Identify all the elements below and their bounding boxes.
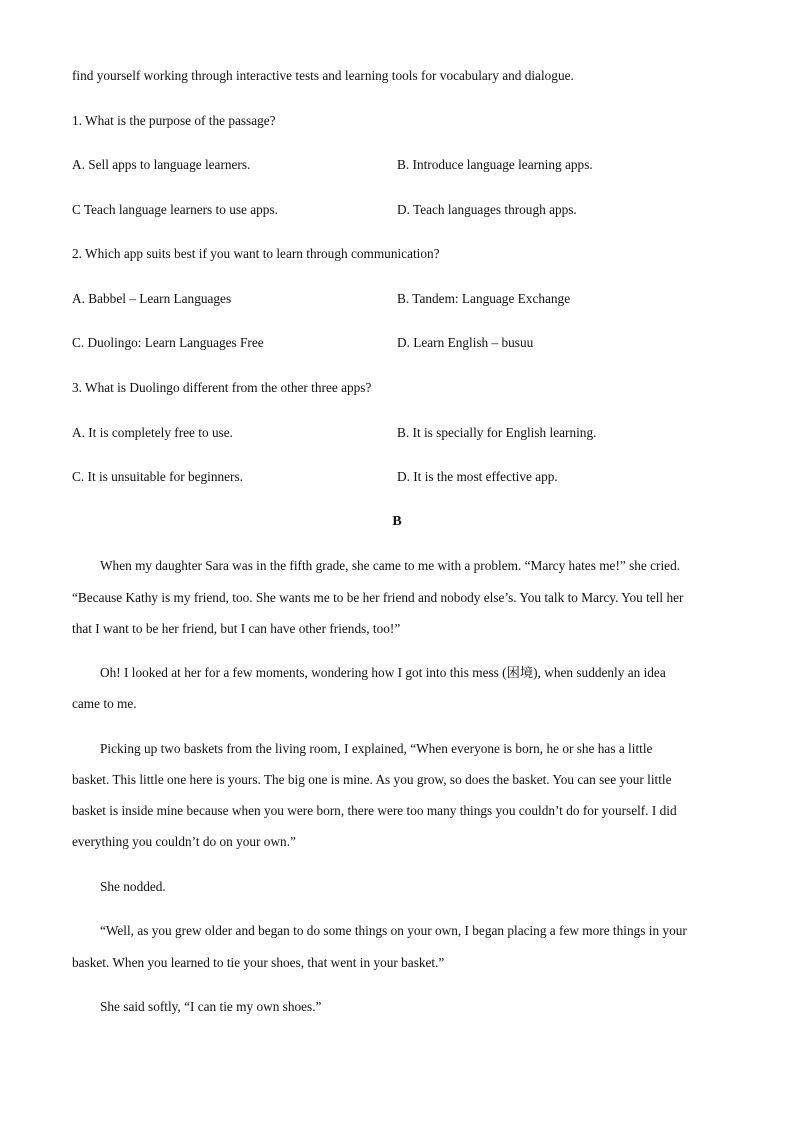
question-3-option-b: B. It is specially for English learning. (397, 425, 597, 440)
section-b-heading: B (392, 514, 402, 529)
question-1-option-a: A. Sell apps to language learners. (72, 157, 251, 172)
question-1-stem: 1. What is the purpose of the passage? (72, 113, 276, 128)
question-2-option-c: C. Duolingo: Learn Languages Free (72, 335, 264, 350)
passage-line: came to me. (72, 696, 137, 711)
question-1-option-b: B. Introduce language learning apps. (397, 157, 593, 172)
question-3-option-a: A. It is completely free to use. (72, 425, 233, 440)
passage-line: everything you couldn’t do on your own.” (72, 834, 296, 849)
question-2-option-a: A. Babbel – Learn Languages (72, 291, 232, 306)
question-2-stem: 2. Which app suits best if you want to learn through communication? (72, 246, 440, 261)
passage-line: basket. This little one here is yours. The big one is mine. As you grow, so does the basket. You can see your little (72, 772, 672, 787)
question-2-option-b: B. Tandem: Language Exchange (397, 291, 571, 306)
passage-line: When my daughter Sara was in the fifth grade, she came to me with a problem. “Marcy hates me!” she cried. (100, 558, 681, 573)
question-1-option-c: C Teach language learners to use apps. (72, 202, 278, 217)
passage-line: that I want to be her friend, but I can have other friends, too!” (72, 621, 401, 636)
passage-line: Picking up two baskets from the living room, I explained, “When everyone is born, he or she has a little (100, 741, 653, 756)
question-1-option-d: D. Teach languages through apps. (397, 202, 577, 217)
passage-line: “Because Kathy is my friend, too. She wants me to be her friend and nobody else’s. You talk to Marcy. You tell her (72, 590, 684, 605)
passage-line: “Well, as you grew older and began to do some things on your own, I began placing a few more things in your (100, 923, 687, 938)
passage-line: She nodded. (100, 879, 166, 894)
passage-line: basket. When you learned to tie your shoes, that went in your basket.” (72, 955, 445, 970)
passage-line: basket is inside mine because when you were born, there were too many things you couldn’t do for yourself. I did (72, 803, 677, 818)
question-3-option-d: D. It is the most effective app. (397, 469, 558, 484)
passage-line: Oh! I looked at her for a few moments, wondering how I got into this mess (困境), when suddenly an idea (100, 665, 666, 680)
intro-line: find yourself working through interactive tests and learning tools for vocabulary and dialogue. (72, 68, 574, 83)
question-2-option-d: D. Learn English – busuu (397, 335, 534, 350)
question-3-option-c: C. It is unsuitable for beginners. (72, 469, 243, 484)
question-3-stem: 3. What is Duolingo different from the other three apps? (72, 380, 372, 395)
passage-line: She said softly, “I can tie my own shoes.” (100, 999, 322, 1014)
